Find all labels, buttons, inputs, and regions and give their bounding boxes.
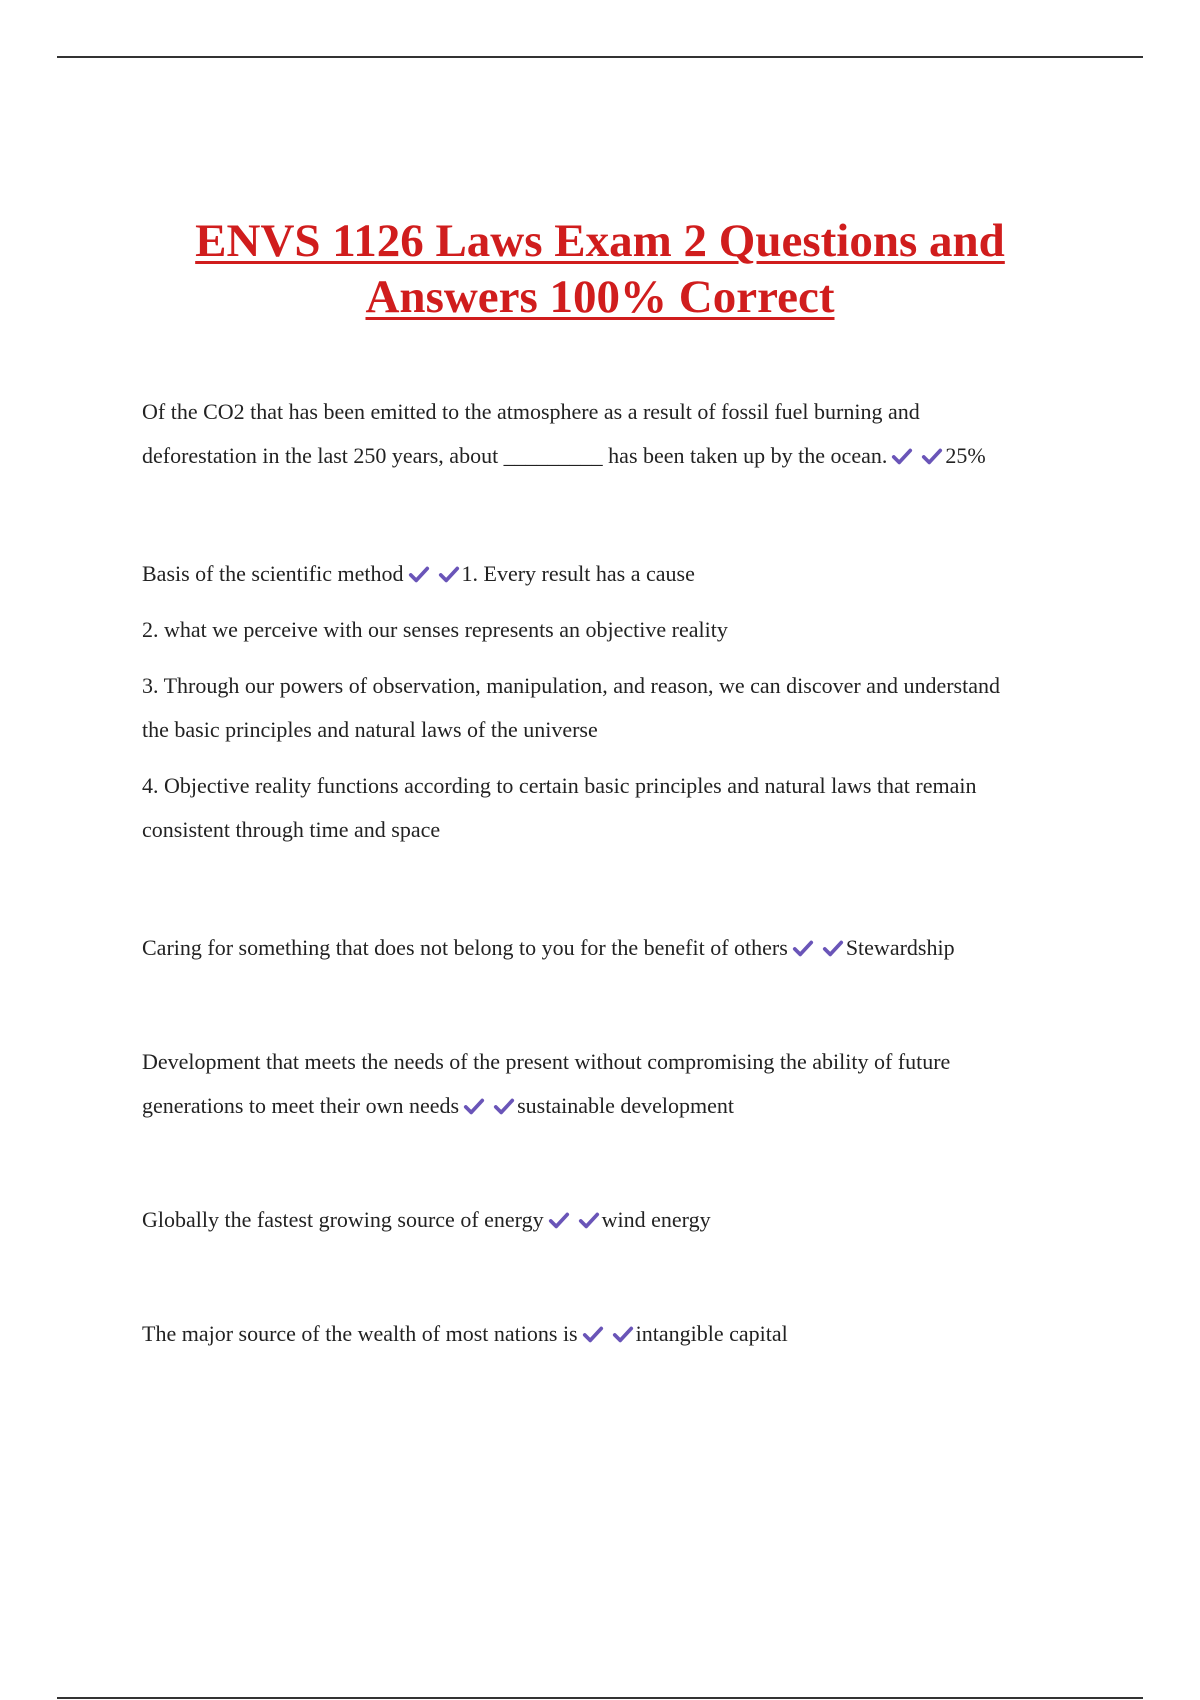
- question-text: The major source of the wealth of most nations is intangible capital: [142, 1321, 788, 1346]
- checkmark-icon: [493, 1095, 515, 1117]
- checkmark-icon: [578, 1209, 600, 1231]
- title-line-1: ENVS 1126 Laws Exam 2 Questions and: [195, 215, 1005, 267]
- question-text: Development that meets the needs of the present without compromising the ability of future: [142, 1049, 951, 1074]
- answer-line: the basic principles and natural laws of the universe: [142, 717, 598, 742]
- qa-item: [142, 552, 1082, 852]
- answer-line: 4. Objective reality functions according to certain basic principles and natural laws that remain: [142, 773, 977, 798]
- checkmark-icon: [891, 445, 913, 467]
- question-text: Of the CO2 that has been emitted to the atmosphere as a result of fossil fuel burning and: [142, 399, 920, 424]
- question-text: Globally the fastest growing source of energy wind energy: [142, 1207, 711, 1232]
- bottom-rule: [57, 1697, 1143, 1699]
- checkmark-icon: [548, 1209, 570, 1231]
- question-text: Caring for something that does not belong to you for the benefit of others Stewardship: [142, 935, 955, 960]
- checkmark-icon: [792, 937, 814, 959]
- page-title: [0, 213, 1200, 325]
- top-rule: [57, 56, 1143, 58]
- checkmark-icon: [612, 1323, 634, 1345]
- answer-text: 25%: [945, 443, 986, 468]
- question-text: deforestation in the last 250 years, about _________ has been taken up by the ocean. 25%: [142, 443, 986, 468]
- checkmark-icon: [582, 1323, 604, 1345]
- qa-item: [142, 1312, 1082, 1356]
- answer-text: wind energy: [601, 1207, 711, 1232]
- checkmark-icon: [921, 445, 943, 467]
- qa-item: [142, 1040, 1082, 1128]
- qa-item: [142, 1198, 1082, 1242]
- checkmark-icon: [438, 563, 460, 585]
- title-line-2: Answers 100% Correct: [365, 271, 835, 323]
- checkmark-icon: [822, 937, 844, 959]
- answer-line: consistent through time and space: [142, 817, 441, 842]
- answer-text: 1. Every result has a cause: [461, 561, 695, 586]
- checkmark-icon: [463, 1095, 485, 1117]
- answer-text: sustainable development: [517, 1093, 734, 1118]
- checkmark-icon: [408, 563, 430, 585]
- answer-text: intangible capital: [635, 1321, 788, 1346]
- answer-line: 3. Through our powers of observation, manipulation, and reason, we can discover and understand: [142, 673, 1000, 698]
- qa-list: [142, 390, 1082, 1356]
- answer-text: Stewardship: [845, 935, 955, 960]
- answer-line: 2. what we perceive with our senses represents an objective reality: [142, 617, 728, 642]
- qa-item: [142, 390, 1082, 478]
- qa-item: [142, 926, 1082, 970]
- question-text: Basis of the scientific method 1. Every result has a cause: [142, 561, 695, 586]
- question-text: generations to meet their own needs sustainable development: [142, 1093, 734, 1118]
